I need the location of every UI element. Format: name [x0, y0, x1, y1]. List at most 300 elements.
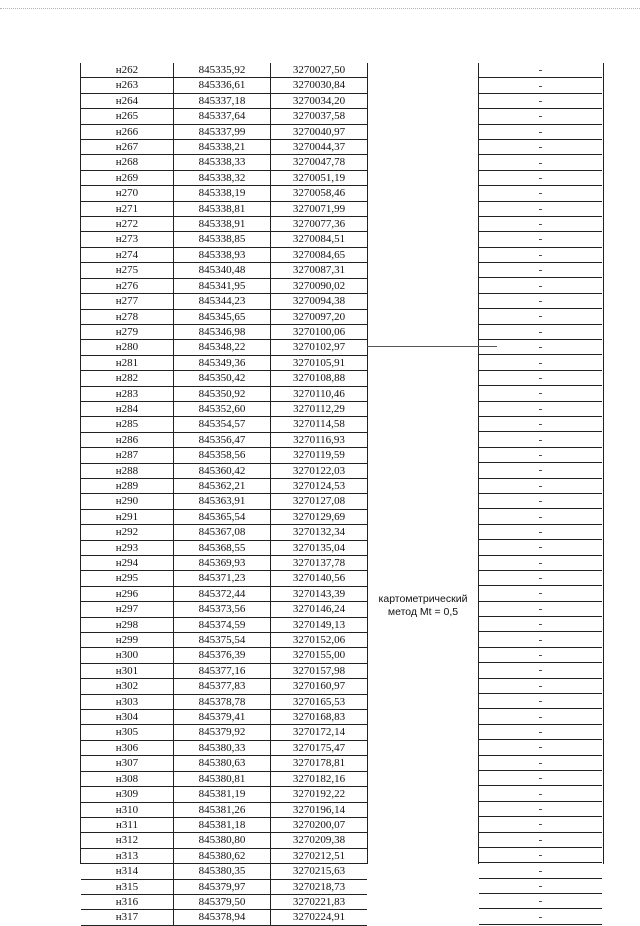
point-id-cell: н286 [81, 432, 174, 447]
y-coordinate-cell: 3270051,19 [271, 170, 368, 185]
table-row [81, 263, 367, 278]
description-cell: - [479, 570, 602, 585]
point-id-cell: н291 [81, 509, 174, 524]
description-cell: - [479, 786, 602, 801]
description-cell: - [479, 293, 602, 308]
point-id-cell: н297 [81, 602, 174, 617]
y-coordinate-cell: 3270175,47 [271, 740, 368, 755]
description-cell: - [479, 678, 602, 693]
y-coordinate-cell: 3270182,16 [271, 771, 368, 786]
y-coordinate-cell: 3270140,56 [271, 571, 368, 586]
y-coordinate-cell: 3270077,36 [271, 217, 368, 232]
point-id-cell: н284 [81, 401, 174, 416]
point-id-cell: н268 [81, 155, 174, 170]
table-row [479, 293, 602, 308]
description-cell: - [479, 740, 602, 755]
table-row [81, 509, 367, 524]
x-coordinate-cell: 845346,98 [174, 324, 271, 339]
x-coordinate-cell: 845380,62 [174, 848, 271, 863]
table-row [81, 540, 367, 555]
table-row [479, 432, 602, 447]
method-column [367, 63, 479, 864]
x-coordinate-cell: 845338,21 [174, 140, 271, 155]
point-id-cell: н267 [81, 140, 174, 155]
x-coordinate-cell: 845379,97 [174, 879, 271, 894]
description-cell: - [479, 755, 602, 770]
y-coordinate-cell: 3270218,73 [271, 879, 368, 894]
table-row [81, 140, 367, 155]
x-coordinate-cell: 845378,94 [174, 910, 271, 925]
point-id-cell: н273 [81, 232, 174, 247]
table-row [479, 278, 602, 293]
x-coordinate-cell: 845362,21 [174, 478, 271, 493]
method-divider [367, 346, 497, 347]
y-coordinate-cell: 3270034,20 [271, 93, 368, 108]
description-cell: - [479, 770, 602, 785]
method-line-2: метод Mt = 0,5 [387, 606, 459, 618]
table-row [479, 894, 602, 909]
x-coordinate-cell: 845380,33 [174, 740, 271, 755]
table-row [81, 294, 367, 309]
table-row [479, 463, 602, 478]
x-coordinate-cell: 845350,92 [174, 386, 271, 401]
description-cell: - [479, 463, 602, 478]
table-row [81, 324, 367, 339]
x-coordinate-cell: 845340,48 [174, 263, 271, 278]
table-row [81, 247, 367, 262]
y-coordinate-cell: 3270192,22 [271, 787, 368, 802]
table-row [81, 833, 367, 848]
point-id-cell: н298 [81, 617, 174, 632]
x-coordinate-cell: 845338,19 [174, 186, 271, 201]
y-coordinate-cell: 3270137,78 [271, 556, 368, 571]
table-row [479, 78, 602, 93]
description-cell: - [479, 201, 602, 216]
y-coordinate-cell: 3270100,06 [271, 324, 368, 339]
description-cell: - [479, 340, 602, 355]
x-coordinate-cell: 845374,59 [174, 617, 271, 632]
x-coordinate-cell: 845380,63 [174, 756, 271, 771]
description-cell: - [479, 586, 602, 601]
table-row [479, 524, 602, 539]
table-row [479, 801, 602, 816]
y-coordinate-cell: 3270209,38 [271, 833, 368, 848]
table-row [81, 910, 367, 925]
description-cell: - [479, 509, 602, 524]
y-coordinate-cell: 3270124,53 [271, 478, 368, 493]
point-id-cell: н314 [81, 864, 174, 879]
x-coordinate-cell: 845344,23 [174, 294, 271, 309]
y-coordinate-cell: 3270108,88 [271, 371, 368, 386]
x-coordinate-cell: 845356,47 [174, 432, 271, 447]
x-coordinate-cell: 845337,18 [174, 93, 271, 108]
point-id-cell: н303 [81, 694, 174, 709]
y-coordinate-cell: 3270122,03 [271, 463, 368, 478]
table-row [81, 525, 367, 540]
point-id-cell: н282 [81, 371, 174, 386]
y-coordinate-cell: 3270146,24 [271, 602, 368, 617]
table-row [81, 448, 367, 463]
y-coordinate-cell: 3270221,83 [271, 894, 368, 909]
table-row [479, 93, 602, 108]
description-cell: - [479, 478, 602, 493]
x-coordinate-cell: 845349,36 [174, 355, 271, 370]
y-coordinate-cell: 3270105,91 [271, 355, 368, 370]
point-id-cell: н316 [81, 894, 174, 909]
point-id-cell: н313 [81, 848, 174, 863]
y-coordinate-cell: 3270040,97 [271, 124, 368, 139]
table-row [479, 493, 602, 508]
point-id-cell: н279 [81, 324, 174, 339]
description-cell: - [479, 540, 602, 555]
x-coordinate-cell: 845380,81 [174, 771, 271, 786]
description-cell: - [479, 416, 602, 431]
table-row [81, 648, 367, 663]
x-coordinate-cell: 845338,33 [174, 155, 271, 170]
point-id-cell: н270 [81, 186, 174, 201]
table-row [81, 586, 367, 601]
description-cell: - [479, 601, 602, 616]
table-row [479, 740, 602, 755]
table-row [479, 617, 602, 632]
table-row [81, 556, 367, 571]
y-coordinate-cell: 3270084,65 [271, 247, 368, 262]
description-cell: - [479, 832, 602, 847]
x-coordinate-cell: 845341,95 [174, 278, 271, 293]
point-id-cell: н266 [81, 124, 174, 139]
x-coordinate-cell: 845360,42 [174, 463, 271, 478]
description-cell: - [479, 324, 602, 339]
point-id-cell: н281 [81, 355, 174, 370]
description-column [479, 63, 602, 925]
table-row [479, 555, 602, 570]
point-id-cell: н299 [81, 633, 174, 648]
description-cell: - [479, 186, 602, 201]
point-id-cell: н300 [81, 648, 174, 663]
table-row [81, 278, 367, 293]
table-row [479, 447, 602, 462]
table-row [479, 601, 602, 616]
table-row [81, 463, 367, 478]
description-cell: - [479, 432, 602, 447]
y-coordinate-cell: 3270172,14 [271, 725, 368, 740]
table-row [81, 417, 367, 432]
table-row [81, 725, 367, 740]
y-coordinate-cell: 3270178,81 [271, 756, 368, 771]
x-coordinate-cell: 845377,83 [174, 679, 271, 694]
point-id-cell: н312 [81, 833, 174, 848]
x-coordinate-cell: 845377,16 [174, 663, 271, 678]
table-row [479, 478, 602, 493]
description-cell: - [479, 878, 602, 893]
table-row [81, 232, 367, 247]
table-row [479, 263, 602, 278]
y-coordinate-cell: 3270160,97 [271, 679, 368, 694]
y-coordinate-cell: 3270116,93 [271, 432, 368, 447]
table-row [479, 540, 602, 555]
point-id-cell: н278 [81, 309, 174, 324]
description-cell: - [479, 724, 602, 739]
description-cell: - [479, 632, 602, 647]
point-id-cell: н269 [81, 170, 174, 185]
table-row [479, 817, 602, 832]
y-coordinate-cell: 3270143,39 [271, 586, 368, 601]
description-cell: - [479, 493, 602, 508]
table-row [81, 802, 367, 817]
y-coordinate-cell: 3270027,50 [271, 63, 368, 78]
x-coordinate-cell: 845378,78 [174, 694, 271, 709]
y-coordinate-cell: 3270071,99 [271, 201, 368, 216]
table-row [81, 864, 367, 879]
point-id-cell: н307 [81, 756, 174, 771]
point-id-cell: н290 [81, 494, 174, 509]
table-row [81, 170, 367, 185]
table-row [479, 694, 602, 709]
description-cell: - [479, 555, 602, 570]
description-cell: - [479, 139, 602, 154]
x-coordinate-cell: 845371,23 [174, 571, 271, 586]
description-cell: - [479, 647, 602, 662]
table-row [81, 602, 367, 617]
table-row [81, 371, 367, 386]
x-coordinate-cell: 845337,64 [174, 109, 271, 124]
x-coordinate-cell: 845348,22 [174, 340, 271, 355]
x-coordinate-cell: 845367,08 [174, 525, 271, 540]
y-coordinate-cell: 3270097,20 [271, 309, 368, 324]
table-row [81, 663, 367, 678]
description-cell: - [479, 247, 602, 262]
point-id-cell: н315 [81, 879, 174, 894]
table-row [81, 879, 367, 894]
y-coordinate-cell: 3270112,29 [271, 401, 368, 416]
point-id-cell: н262 [81, 63, 174, 78]
description-cell: - [479, 78, 602, 93]
x-coordinate-cell: 845336,61 [174, 78, 271, 93]
description-cell: - [479, 263, 602, 278]
point-id-cell: н285 [81, 417, 174, 432]
description-cell: - [479, 801, 602, 816]
y-coordinate-cell: 3270168,83 [271, 710, 368, 725]
point-coordinates-grid [81, 63, 367, 926]
description-cell: - [479, 170, 602, 185]
point-id-cell: н283 [81, 386, 174, 401]
table-row [81, 186, 367, 201]
x-coordinate-cell: 845363,91 [174, 494, 271, 509]
y-coordinate-cell: 3270152,06 [271, 633, 368, 648]
point-id-cell: н280 [81, 340, 174, 355]
table-row [81, 386, 367, 401]
table-row [81, 494, 367, 509]
table-row [479, 632, 602, 647]
point-id-cell: н292 [81, 525, 174, 540]
y-coordinate-cell: 3270044,37 [271, 140, 368, 155]
table-row [81, 401, 367, 416]
table-row [479, 401, 602, 416]
description-cell: - [479, 847, 602, 862]
x-coordinate-cell: 845372,44 [174, 586, 271, 601]
y-coordinate-cell: 3270087,31 [271, 263, 368, 278]
table-row [479, 232, 602, 247]
x-coordinate-cell: 845337,99 [174, 124, 271, 139]
description-cell: - [479, 447, 602, 462]
table-row [479, 909, 602, 924]
x-coordinate-cell: 845380,35 [174, 864, 271, 879]
point-id-cell: н295 [81, 571, 174, 586]
description-cell: - [479, 694, 602, 709]
table-row [81, 355, 367, 370]
point-id-cell: н296 [81, 586, 174, 601]
x-coordinate-cell: 845368,55 [174, 540, 271, 555]
point-id-cell: н264 [81, 93, 174, 108]
y-coordinate-cell: 3270149,13 [271, 617, 368, 632]
x-coordinate-cell: 845338,91 [174, 217, 271, 232]
point-id-cell: н305 [81, 725, 174, 740]
table-row [81, 694, 367, 709]
point-id-cell: н304 [81, 710, 174, 725]
table-row [479, 324, 602, 339]
x-coordinate-cell: 845369,93 [174, 556, 271, 571]
point-id-cell: н310 [81, 802, 174, 817]
table-row [81, 848, 367, 863]
table-row [81, 787, 367, 802]
point-id-cell: н276 [81, 278, 174, 293]
description-cell: - [479, 386, 602, 401]
table-row [479, 724, 602, 739]
description-cell: - [479, 63, 602, 78]
table-row [81, 63, 367, 78]
table-row [81, 109, 367, 124]
y-coordinate-cell: 3270030,84 [271, 78, 368, 93]
x-coordinate-cell: 845381,26 [174, 802, 271, 817]
y-coordinate-cell: 3270165,53 [271, 694, 368, 709]
point-rows [81, 63, 367, 925]
x-coordinate-cell: 845338,85 [174, 232, 271, 247]
y-coordinate-cell: 3270037,58 [271, 109, 368, 124]
y-coordinate-cell: 3270084,51 [271, 232, 368, 247]
point-id-cell: н317 [81, 910, 174, 925]
point-id-cell: н311 [81, 817, 174, 832]
table-row [81, 478, 367, 493]
x-coordinate-cell: 845379,50 [174, 894, 271, 909]
point-id-cell: н274 [81, 247, 174, 262]
table-row [81, 93, 367, 108]
description-cell: - [479, 894, 602, 909]
table-row [479, 570, 602, 585]
table-row [479, 63, 602, 78]
point-id-cell: н271 [81, 201, 174, 216]
description-cell: - [479, 355, 602, 370]
y-coordinate-cell: 3270224,91 [271, 910, 368, 925]
x-coordinate-cell: 845380,80 [174, 833, 271, 848]
table-row [479, 755, 602, 770]
x-coordinate-cell: 845376,39 [174, 648, 271, 663]
point-id-cell: н306 [81, 740, 174, 755]
table-row [81, 894, 367, 909]
table-row [81, 756, 367, 771]
table-row [81, 817, 367, 832]
table-row [479, 647, 602, 662]
table-row [479, 355, 602, 370]
point-id-cell: н272 [81, 217, 174, 232]
description-cell: - [479, 524, 602, 539]
table-row [479, 847, 602, 862]
description-cell: - [479, 278, 602, 293]
table-row [81, 155, 367, 170]
description-cell: - [479, 155, 602, 170]
table-row [81, 124, 367, 139]
description-cell: - [479, 216, 602, 231]
description-cell: - [479, 309, 602, 324]
description-cell: - [479, 93, 602, 108]
table-row [81, 571, 367, 586]
x-coordinate-cell: 845365,54 [174, 509, 271, 524]
y-coordinate-cell: 3270215,63 [271, 864, 368, 879]
x-coordinate-cell: 845375,54 [174, 633, 271, 648]
table-row [479, 170, 602, 185]
table-row [479, 663, 602, 678]
x-coordinate-cell: 845338,93 [174, 247, 271, 262]
table-row [81, 432, 367, 447]
y-coordinate-cell: 3270127,08 [271, 494, 368, 509]
point-id-cell: н302 [81, 679, 174, 694]
description-cell: - [479, 863, 602, 878]
y-coordinate-cell: 3270200,07 [271, 817, 368, 832]
table-row [479, 509, 602, 524]
table-row [81, 78, 367, 93]
table-row [479, 124, 602, 139]
description-cell: - [479, 124, 602, 139]
point-id-cell: н287 [81, 448, 174, 463]
method-note [368, 593, 478, 619]
y-coordinate-cell: 3270135,04 [271, 540, 368, 555]
table-row [479, 709, 602, 724]
table-row [479, 247, 602, 262]
table-row [479, 586, 602, 601]
table-row [81, 710, 367, 725]
y-coordinate-cell: 3270090,02 [271, 278, 368, 293]
table-row [479, 786, 602, 801]
x-coordinate-cell: 845358,56 [174, 448, 271, 463]
point-id-cell: н294 [81, 556, 174, 571]
y-coordinate-cell: 3270155,00 [271, 648, 368, 663]
table-row [479, 109, 602, 124]
y-coordinate-cell: 3270110,46 [271, 386, 368, 401]
x-coordinate-cell: 845338,32 [174, 170, 271, 185]
scan-header-artifacts [0, 8, 640, 15]
y-coordinate-cell: 3270132,34 [271, 525, 368, 540]
description-cell: - [479, 817, 602, 832]
y-coordinate-cell: 3270094,38 [271, 294, 368, 309]
table-row [81, 740, 367, 755]
y-coordinate-cell: 3270058,46 [271, 186, 368, 201]
point-id-cell: н275 [81, 263, 174, 278]
table-row [81, 633, 367, 648]
point-id-cell: н309 [81, 787, 174, 802]
coordinates-table [80, 63, 604, 924]
point-id-cell: н289 [81, 478, 174, 493]
table-row [479, 139, 602, 154]
y-coordinate-cell: 3270102,97 [271, 340, 368, 355]
table-row [81, 201, 367, 216]
table-row [479, 370, 602, 385]
description-cell: - [479, 232, 602, 247]
y-coordinate-cell: 3270047,78 [271, 155, 368, 170]
x-coordinate-cell: 845373,56 [174, 602, 271, 617]
x-coordinate-cell: 845381,18 [174, 817, 271, 832]
description-cell: - [479, 663, 602, 678]
table-row [479, 201, 602, 216]
y-coordinate-cell: 3270119,59 [271, 448, 368, 463]
